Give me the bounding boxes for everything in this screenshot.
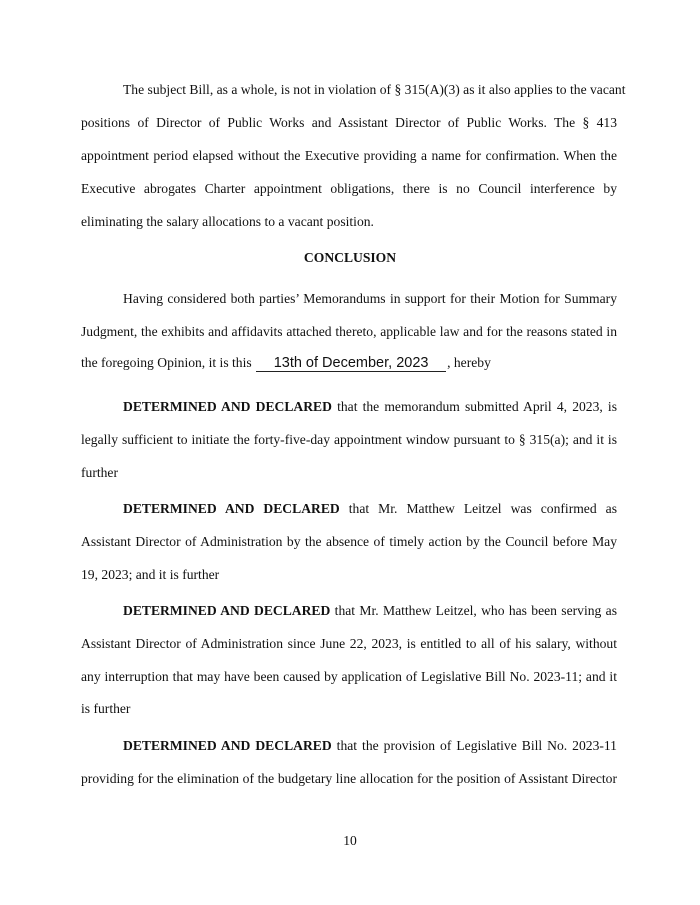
- declared-label: DETERMINED AND DECLARED: [123, 399, 332, 414]
- paragraph-line: legally sufficient to initiate the forty-five-day appointment window pursuant to § 315(a); and it is: [81, 432, 617, 447]
- paragraph-line: providing for the elimination of the budgetary line allocation for the position of Assistant Director: [81, 771, 617, 786]
- paragraph-line: Having considered both parties’ Memorandums in support for their Motion for Summary: [123, 291, 617, 306]
- paragraph-line: is further: [81, 701, 131, 716]
- paragraph-line: 19, 2023; and it is further: [81, 567, 220, 582]
- paragraph-line: [81, 354, 617, 372]
- paragraph-line: positions of Director of Public Works and Assistant Director of Public Works. The § 413: [81, 115, 617, 130]
- declaration-text: that the memorandum submitted April 4, 2023, is: [331, 399, 617, 414]
- page-number: 10: [343, 833, 357, 848]
- declaration-line: [123, 602, 617, 620]
- declaration-line: [123, 398, 617, 416]
- declaration-text: that Mr. Matthew Leitzel was confirmed as: [339, 501, 617, 516]
- declaration-line: [123, 737, 617, 755]
- text-prefix: the foregoing Opinion, it is this: [81, 355, 252, 370]
- declaration-text: that Mr. Matthew Leitzel, who has been serving as: [330, 603, 617, 618]
- paragraph-line: appointment period elapsed without the Executive providing a name for confirmation. When the: [81, 148, 617, 163]
- paragraph-line: further: [81, 465, 118, 480]
- paragraph-line: Assistant Director of Administration since June 22, 2023, is entitled to all of his salary, without: [81, 636, 617, 651]
- declared-label: DETERMINED AND DECLARED: [123, 501, 340, 516]
- declared-label: DETERMINED AND DECLARED: [123, 603, 331, 618]
- declaration-text: that the provision of Legislative Bill No. 2023-11: [331, 738, 617, 753]
- paragraph-line: The subject Bill, as a whole, is not in violation of § 315(A)(3) as it also applies to the vacant: [123, 82, 626, 97]
- paragraph-line: eliminating the salary allocations to a vacant position.: [81, 214, 374, 229]
- declaration-line: [123, 500, 617, 518]
- date-field[interactable]: 13th of December, 2023: [256, 355, 446, 372]
- declared-label: DETERMINED AND DECLARED: [123, 738, 332, 753]
- text-suffix: , hereby: [447, 355, 491, 370]
- paragraph-line: Assistant Director of Administration by the absence of timely action by the Council before May: [81, 534, 617, 549]
- paragraph-line: Executive abrogates Charter appointment obligations, there is no Council interference by: [81, 181, 617, 196]
- section-heading: CONCLUSION: [303, 250, 397, 265]
- paragraph-line: Judgment, the exhibits and affidavits attached thereto, applicable law and for the reasons stated in: [81, 324, 617, 339]
- paragraph-line: any interruption that may have been caused by application of Legislative Bill No. 2023-11; and it: [81, 669, 617, 684]
